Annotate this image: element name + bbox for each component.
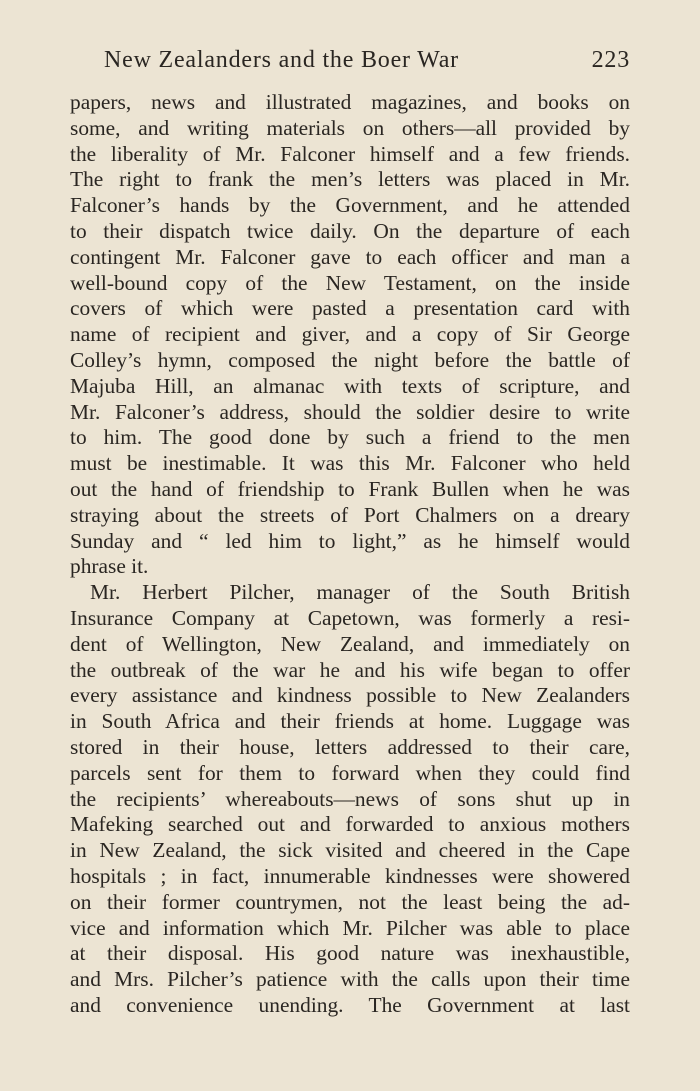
text-line: name of recipient and giver, and a copy of Sir George [70,322,630,347]
body-text [70,90,630,1019]
text-line: the outbreak of the war he and his wife began to offer [70,657,630,682]
text-line: in South Africa and their friends at home. Luggage was [70,709,630,734]
text-line: vice and information which Mr. Pilcher was able to place [70,915,630,940]
text-line: Insurance Company at Capetown, was formerly a resi- [70,605,630,630]
text-line: out the hand of friendship to Frank Bullen when he was [70,476,630,501]
text-line: and convenience unending. The Government at last [70,992,630,1017]
text-line: Mafeking searched out and forwarded to anxious mothers [70,812,630,837]
text-line: The right to frank the men’s letters was placed in Mr. [70,167,630,192]
text-line: straying about the streets of Port Chalmers on a dreary [70,502,630,527]
text-line: Falconer’s hands by the Government, and he attended [70,193,630,218]
text-line: on their former countrymen, not the least being the ad- [70,889,630,914]
text-line: Sunday and “ led him to light,” as he himself would [70,528,630,553]
text-line: dent of Wellington, New Zealand, and immediately on [70,631,630,656]
text-line: Mr. Falconer’s address, should the soldier desire to write [70,399,630,424]
running-head [104,44,630,76]
text-line: covers of which were pasted a presentation card with [70,296,630,321]
text-line: must be inestimable. It was this Mr. Falconer who held [70,451,630,476]
text-line: in New Zealand, the sick visited and cheered in the Cape [70,838,630,863]
text-line: to him. The good done by such a friend to the men [70,425,630,450]
text-line: at their disposal. His good nature was inexhaustible, [70,941,630,966]
text-line: Mr. Herbert Pilcher, manager of the South British [90,580,630,605]
text-line: and Mrs. Pilcher’s patience with the calls upon their time [70,967,630,992]
text-line: Colley’s hymn, composed the night before the battle of [70,347,630,372]
text-line: parcels sent for them to forward when they could find [70,760,630,785]
text-line: Majuba Hill, an almanac with texts of scripture, and [70,373,630,398]
text-line: to their dispatch twice daily. On the departure of each [70,218,630,243]
text-line: the liberality of Mr. Falconer himself and a few friends. [70,141,630,166]
text-line: phrase it. [70,554,149,579]
text-line: hospitals ; in fact, innumerable kindnesses were showered [70,863,630,888]
text-line: contingent Mr. Falconer gave to each officer and man a [70,244,630,269]
text-line: stored in their house, letters addressed to their care, [70,734,630,759]
page-number: 223 [591,47,630,73]
text-line: some, and writing materials on others—all provided by [70,115,630,140]
text-line: every assistance and kindness possible to New Zealanders [70,683,630,708]
text-line: the recipients’ whereabouts—news of sons shut up in [70,786,630,811]
text-line: well-bound copy of the New Testament, on the inside [70,270,630,295]
text-line: papers, news and illustrated magazines, and books on [70,90,630,114]
running-title: New Zealanders and the Boer War [104,47,459,73]
